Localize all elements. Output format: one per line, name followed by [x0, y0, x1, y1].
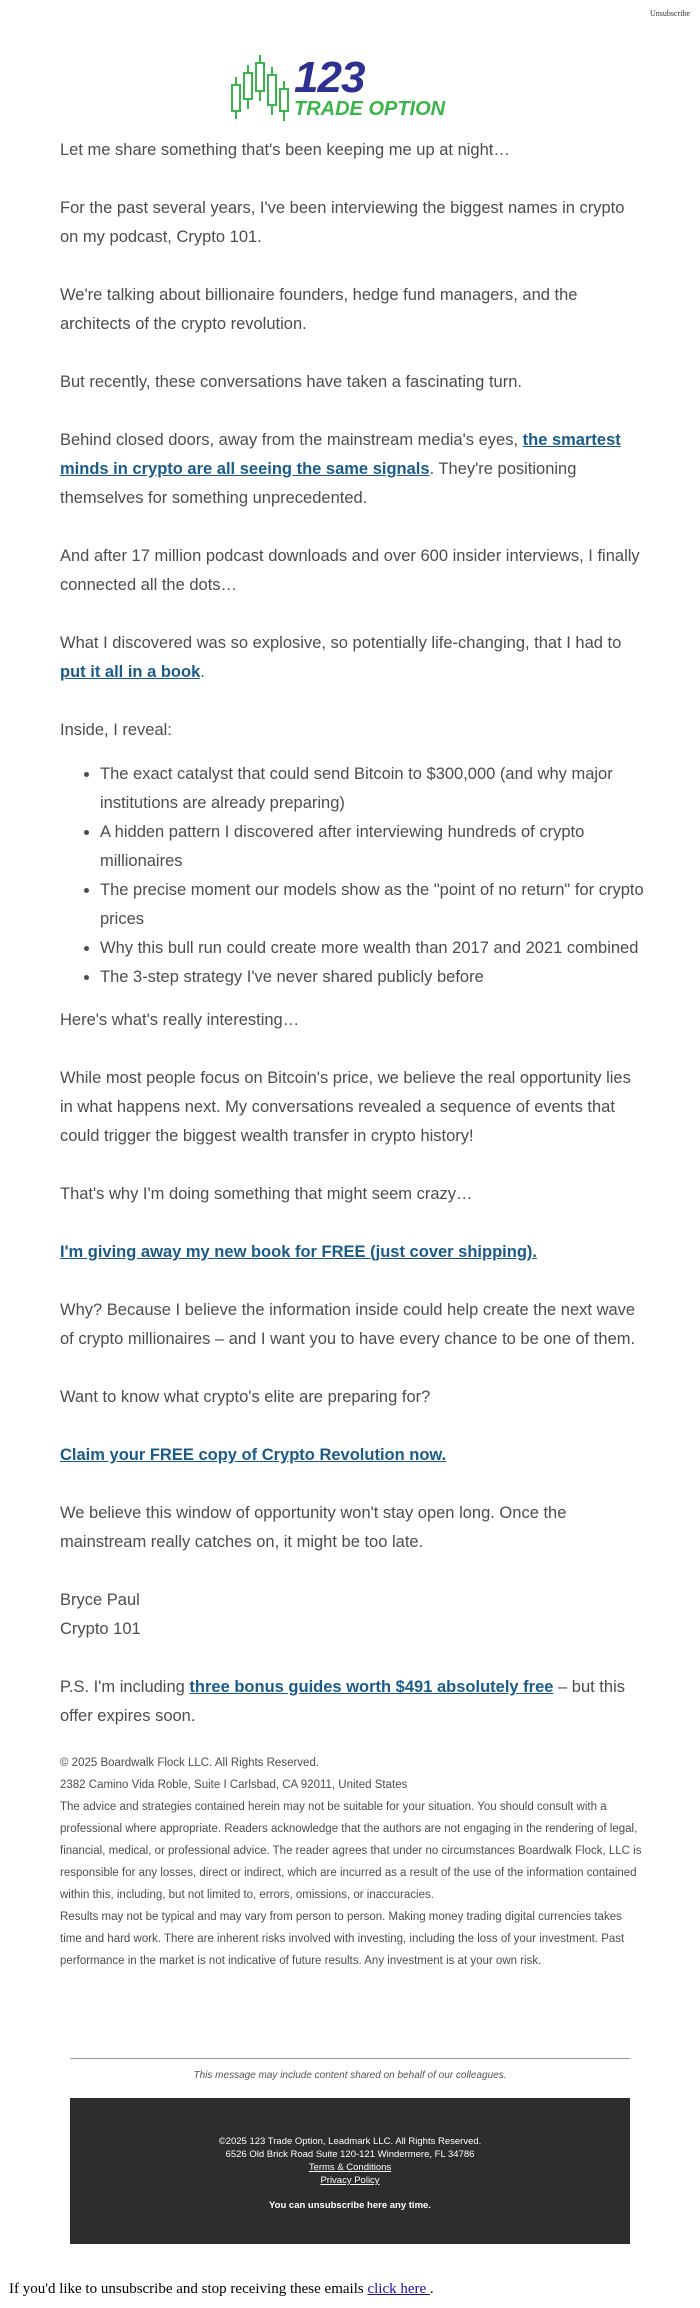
text: – but this offer expires soon.	[60, 1678, 625, 1725]
paragraph: That's why I'm doing something that might seem crazy…	[60, 1185, 473, 1203]
smartest-minds-link[interactable]: the smartest minds in crypto are all seeing the same signals	[60, 431, 621, 478]
paragraph	[60, 1238, 645, 1267]
address-text: 2382 Camino Vida Roble, Suite I Carlsbad, CA 92011, United States	[60, 1779, 408, 1791]
legal-footer	[60, 1752, 644, 1972]
paragraph: Inside, I reveal:	[60, 721, 172, 739]
text: Behind closed doors, away from the mainstream media's eyes,	[60, 431, 523, 449]
text: . They're positioning themselves for something unprecedented.	[60, 460, 577, 507]
paragraph	[60, 1441, 645, 1470]
email-body	[60, 136, 645, 1760]
claim-copy-cta-link[interactable]: Claim your FREE copy of Crypto Revolution now.	[60, 1446, 447, 1464]
list-item: • The 3-step strategy I've never shared publicly before	[100, 963, 645, 992]
disclaimer-text: The advice and strategies contained herein may not be suitable for your situation. You should consult with a professional where appropriate. Readers acknowledge that the authors are not engaging in the rendering of legal, financial, medical, or professional advice. The reader agrees that under no circumstances Boardwalk Flock, LLC is responsible for any losses, direct or indirect, which are incurred as a result of the use of the information contained within this, including, but not limited to, errors, omissions, or inaccuracies.	[60, 1801, 642, 1901]
text: What I discovered was so explosive, so potentially life-changing, that I had to	[60, 634, 622, 652]
text: .	[200, 663, 205, 681]
paragraph: We're talking about billionaire founders, hedge fund managers, and the architects of the crypto revolution.	[60, 286, 578, 333]
signature	[60, 1586, 645, 1644]
brand-logo	[230, 55, 475, 123]
list-item: • Why this bull run could create more wealth than 2017 and 2021 combined	[100, 934, 645, 963]
paragraph: Why? Because I believe the information inside could help create the next wave of crypto millionaires – and I want you to have every chance to be one of them.	[60, 1301, 636, 1348]
paragraph	[60, 426, 645, 513]
copyright-text: © 2025 Boardwalk Flock LLC. All Rights Reserved.	[60, 1757, 320, 1769]
text: If you'd like to unsubscribe and stop receiving these emails	[9, 2281, 368, 2297]
free-book-cta-link[interactable]: I'm giving away my new book for FREE (just cover shipping).	[60, 1243, 537, 1261]
postscript	[60, 1673, 645, 1731]
signature-org: Crypto 101	[60, 1620, 141, 1638]
disclaimer-text: Results may not be typical and may vary from person to person. Making money trading digital currencies takes time and hard work. There are inherent risks involved with investing, including the loss of your investment. Past performance in the market is not indicative of future results. Any investment is at your own risk.	[60, 1911, 625, 1967]
paragraph: Here's what's really interesting…	[60, 1011, 300, 1029]
list-item: • The exact catalyst that could send Bitcoin to $300,000 (and why major institutions are already preparing)	[100, 760, 645, 818]
paragraph	[60, 629, 645, 687]
divider	[70, 2058, 630, 2059]
paragraph: While most people focus on Bitcoin's price, we believe the real opportunity lies in what happens next. My conversations revealed a sequence of events that could trigger the biggest wealth transfer in crypto history!	[60, 1069, 631, 1145]
candlestick-chart-icon	[230, 55, 290, 123]
paragraph: But recently, these conversations have taken a fascinating turn.	[60, 373, 522, 391]
signature-name: Bryce Paul	[60, 1591, 140, 1609]
paragraph: Let me share something that's been keeping me up at night…	[60, 141, 510, 159]
reveal-list	[60, 760, 645, 992]
footer-copyright: ©2025 123 Trade Option, Leadmark LLC. All Rights Reserved.	[218, 2136, 482, 2147]
dark-footer	[70, 2098, 630, 2244]
terms-link[interactable]: Terms & Conditions	[308, 2162, 392, 2173]
book-link[interactable]: put it all in a book	[60, 663, 201, 681]
privacy-link[interactable]: Privacy Policy	[320, 2175, 380, 2186]
text: P.S. I'm including	[60, 1678, 190, 1696]
logo-number: 123	[294, 53, 365, 102]
text: .	[429, 2281, 434, 2297]
list-item: • A hidden pattern I discovered after interviewing hundreds of crypto millionaires	[100, 818, 645, 876]
logo-name: TRADE OPTION	[294, 98, 446, 120]
bonus-guides-link[interactable]: three bonus guides worth $491 absolutely free	[189, 1678, 554, 1696]
partner-note: This message may include content shared on behalf of our colleagues.	[193, 2070, 507, 2081]
paragraph: Want to know what crypto's elite are preparing for?	[60, 1388, 431, 1406]
paragraph: And after 17 million podcast downloads and over 600 insider interviews, I finally connected all the dots…	[60, 547, 640, 594]
list-item: • The precise moment our models show as the "point of no return" for crypto prices	[100, 876, 645, 934]
paragraph: We believe this window of opportunity won't stay open long. Once the mainstream really catches on, it might be too late.	[60, 1504, 567, 1551]
footer-unsubscribe[interactable]: You can unsubscribe here any time.	[269, 2200, 431, 2211]
unsubscribe-link-top[interactable]: Unsubscribe	[650, 9, 690, 18]
click-here-link[interactable]: click here	[367, 2281, 430, 2297]
bottom-unsubscribe	[9, 2281, 434, 2298]
paragraph: For the past several years, I've been interviewing the biggest names in crypto on my podcast, Crypto 101.	[60, 199, 625, 246]
footer-address: 6526 Old Brick Road Suite 120-121 Windermere, FL 34786	[225, 2149, 475, 2160]
